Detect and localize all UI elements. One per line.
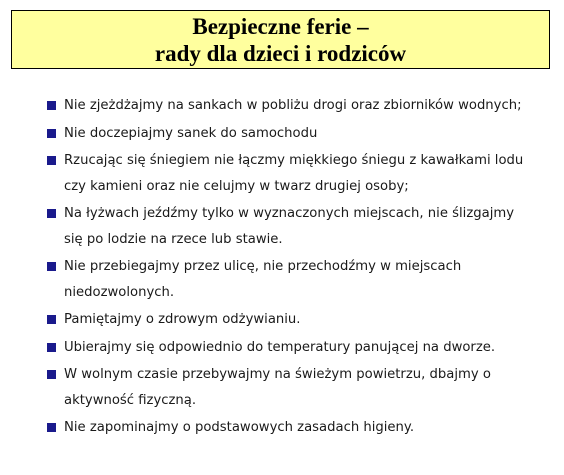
square-bullet-icon (47, 129, 56, 138)
tip-text: Nie przebiegajmy przez ulicę, nie przechodźmy w miejscach niedozwolonych. (64, 259, 462, 300)
list-item (44, 201, 534, 252)
tip-text: Na łyżwach jeźdźmy tylko w wyznaczonych miejscach, nie ślizgajmy się po lodzie na rzece lub stawie. (64, 206, 515, 247)
title-banner (11, 10, 550, 69)
page-title-line-2: rady dla dzieci i rodziców (154, 40, 407, 66)
tip-text: Pamiętajmy o zdrowym odżywianiu. (64, 312, 301, 327)
tip-text: Nie zjeżdżajmy na sankach w pobliżu drogi oraz zbiorników wodnych; (64, 98, 522, 113)
tip-text: W wolnym czasie przebywajmy na świeżym powietrzu, dbajmy o aktywność fizyczną. (64, 367, 491, 408)
list-item (44, 307, 534, 333)
list-item (44, 93, 534, 119)
safety-tips-list (44, 93, 534, 443)
tip-text: Rzucając się śniegiem nie łączmy miękkiego śniegu z kawałkami lodu czy kamieni oraz nie celujmy w twarz drugiej osoby; (64, 153, 524, 194)
list-item (44, 148, 534, 199)
square-bullet-icon (47, 209, 56, 218)
list-item (44, 362, 534, 413)
tip-text: Ubierajmy się odpowiednio do temperatury panującej na dworze. (64, 339, 496, 355)
list-item (44, 335, 534, 361)
list-item (44, 415, 534, 441)
square-bullet-icon (47, 343, 56, 352)
list-item (44, 121, 534, 147)
square-bullet-icon (47, 370, 56, 379)
tip-text: Nie doczepiajmy sanek do samochodu (64, 125, 318, 141)
tip-text: Nie zapominajmy o podstawowych zasadach higieny. (64, 420, 415, 435)
square-bullet-icon (47, 156, 56, 165)
square-bullet-icon (47, 423, 56, 432)
square-bullet-icon (47, 315, 56, 324)
square-bullet-icon (47, 101, 56, 110)
page-title-line-1: Bezpieczne ferie – (192, 13, 369, 39)
list-item (44, 254, 534, 305)
square-bullet-icon (47, 262, 56, 271)
